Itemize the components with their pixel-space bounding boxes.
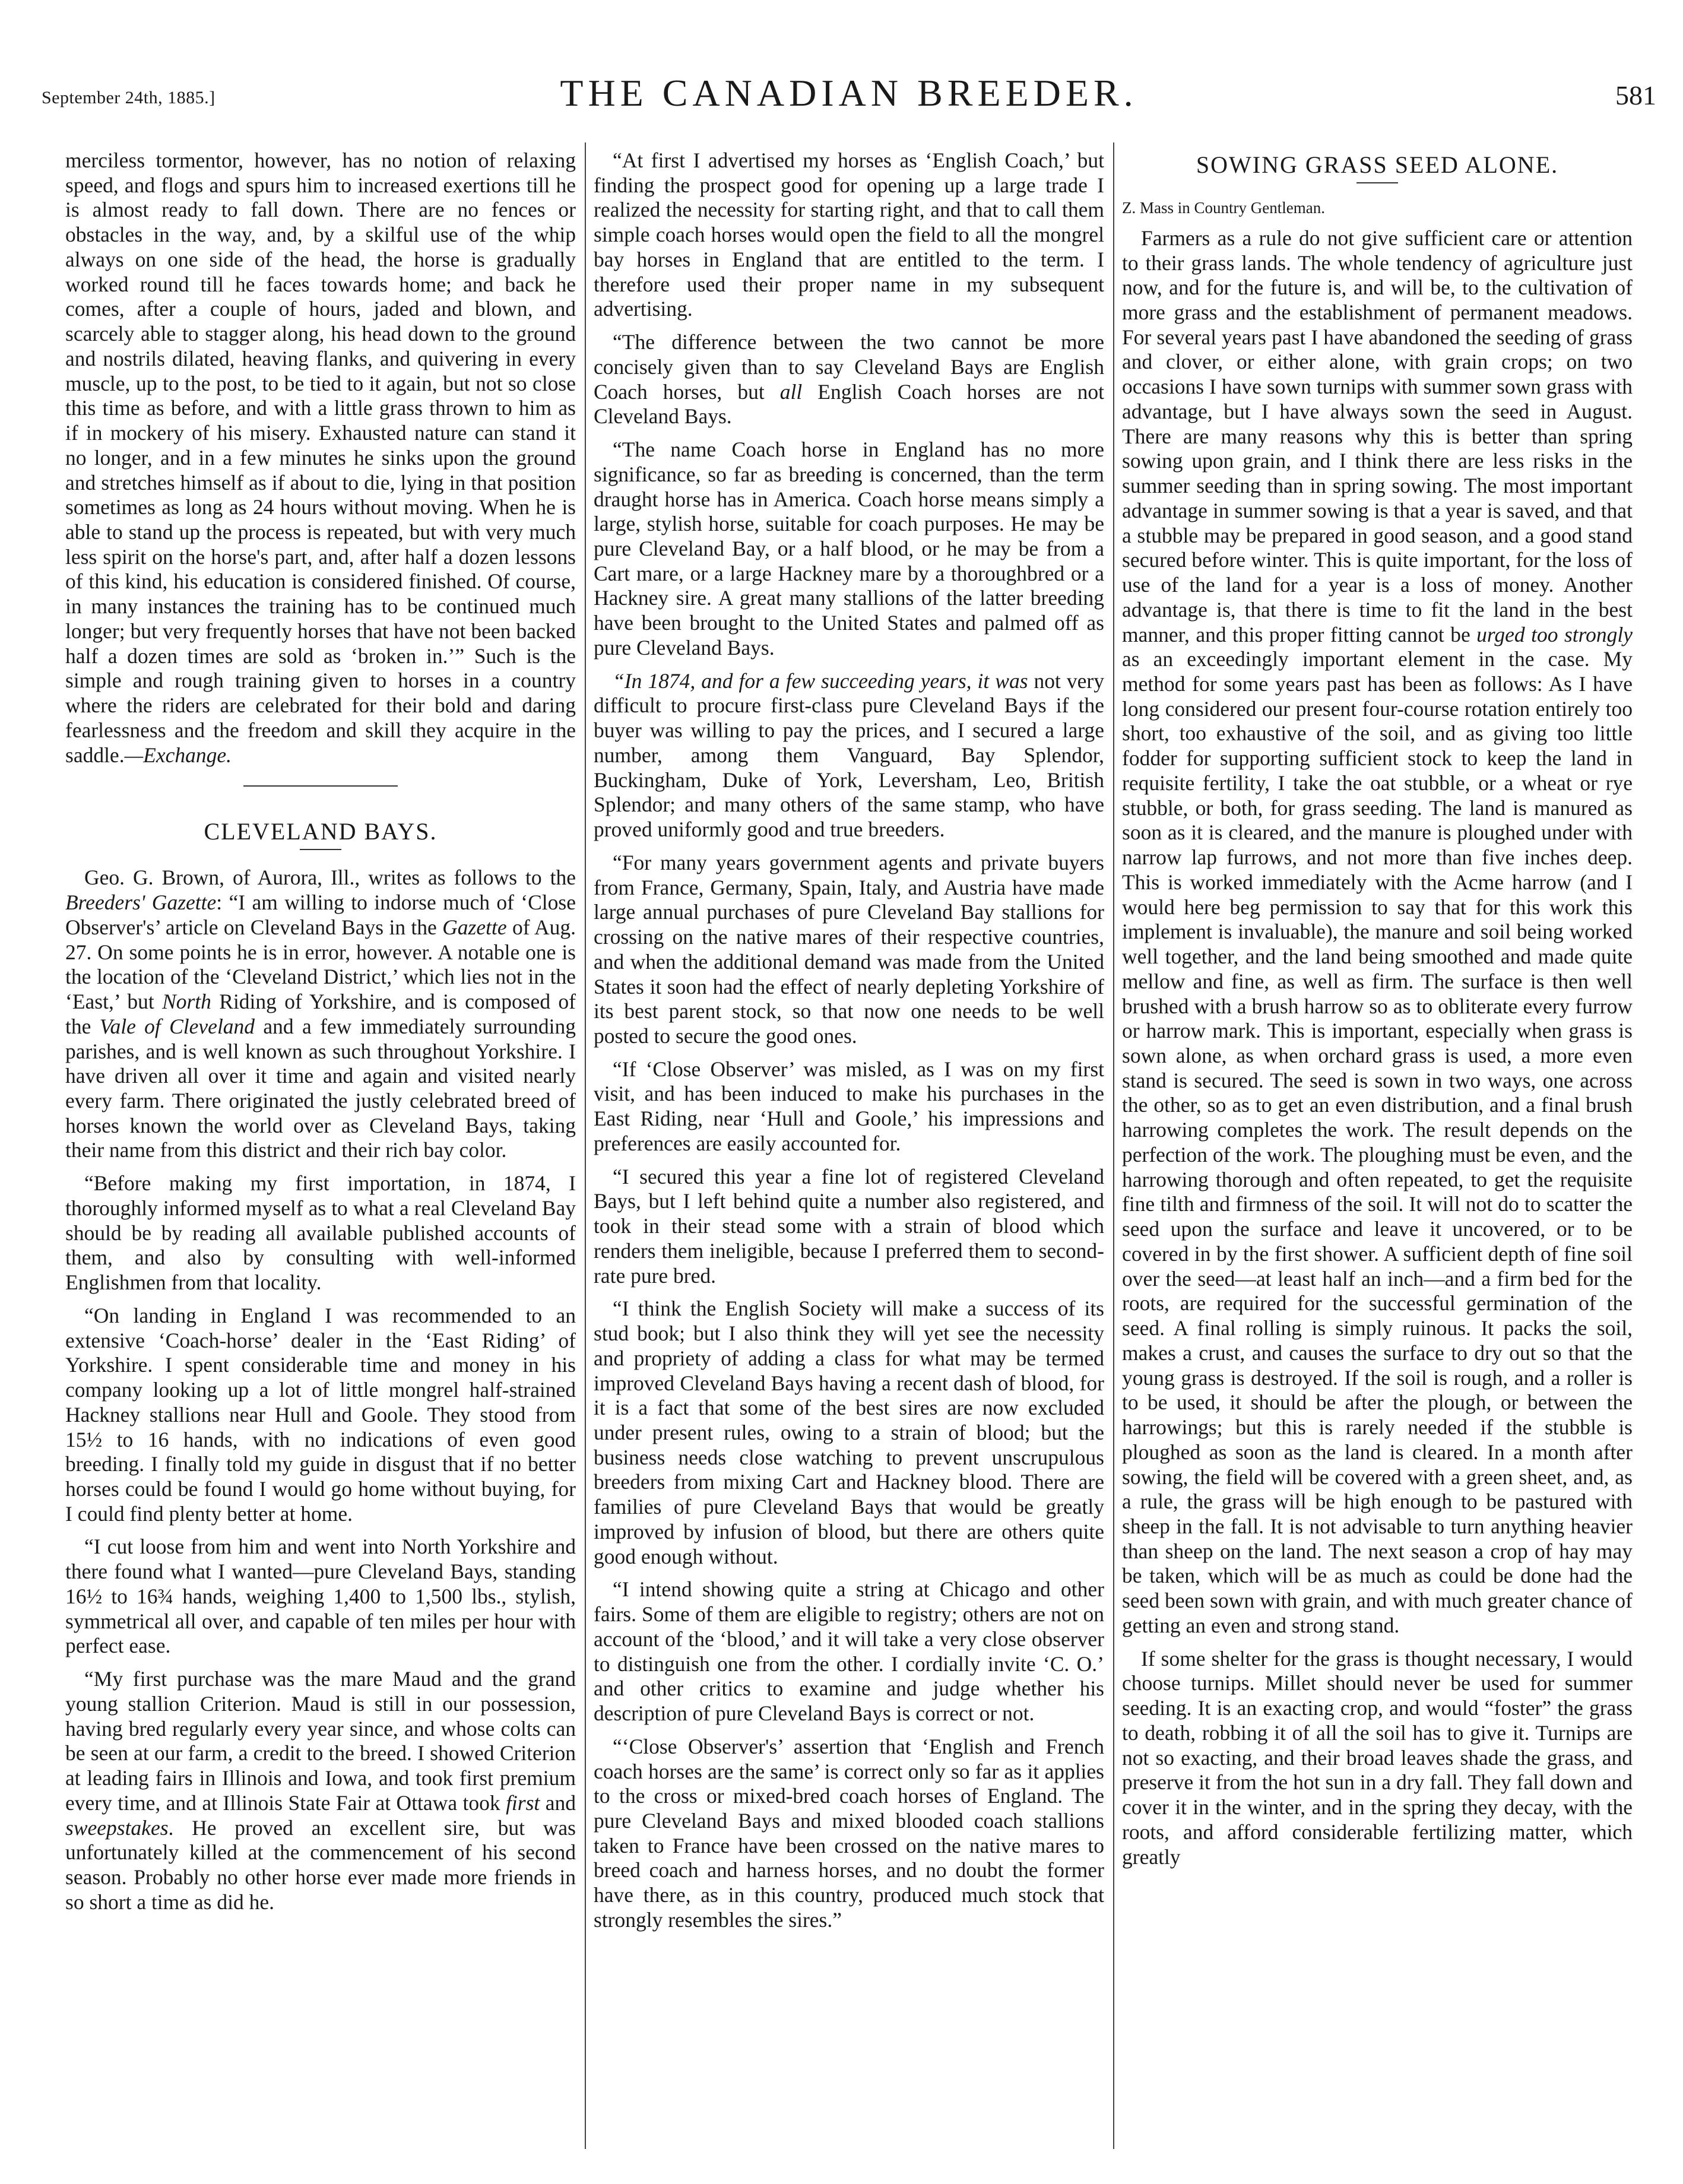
article-source: Z. Mass in Country Gentleman. (1122, 199, 1325, 217)
issue-date: September 24th, 1885.] (42, 88, 215, 107)
paragraph: “My first purchase was the mare Maud and the grand young stallion Criterion. Maud is still in our possession, having bred regularly every year since, and whose colts can be seen at our farm, a credit to the breed. I showed Criterion at leading fairs in Illinois and Iowa, and took first premium every time, and at Illinois State Fair at Ottawa took first and sweepstakes. He proved an excellent sire, but was unfortunately killed at the commencement of his second season. Probably no other horse ever made more friends in so short a time as did he. (65, 1667, 576, 1914)
column-right (1122, 148, 1633, 2155)
paragraph: “I cut loose from him and went into North Yorkshire and there found what I wanted—pure Cleveland Bays, standing 16½ to 16¾ hands, weighing 1,400 to 1,500 lbs., stylish, symmetrical all over, and capable of ten miles per hour with perfect ease. (65, 1535, 576, 1658)
paragraph: “I secured this year a fine lot of registered Cleveland Bays, but I left behind quite a number also registered, and took in their stead some with a strain of blood which renders them ineligible, because I preferred them to second-rate pure bred. (594, 1164, 1104, 1288)
column-divider-2 (1113, 142, 1114, 2149)
paragraph: merciless tormentor, however, has no notion of relaxing speed, and flogs and spurs him to increased exertions till he is almost ready to fall down. There are no fences or obstacles in the way, and, by a skilful use of the whip always on one side of the head, the horse is gradually worked round till he faces towards home; and back he comes, after a couple of hours, jaded and blown, and scarcely able to stagger along, his head down to the ground and nostrils dilated, heaving flanks, and quivering in every muscle, up to the post, to be tied to it again, but not so close this time as before, and with a little grass thrown to him as if in mockery of his misery. Exhausted nature can stand it no longer, and in a few minutes he sinks upon the ground and stretches himself as if about to die, lying in that position sometimes as long as 24 hours without moving. When he is able to stand up the process is repeated, but with very much less spirit on the horse's part, and, after half a dozen lessons of this kind, his education is considered finished. Of course, in many instances the training has to be continued much longer; but very frequently horses that have not been backed half a dozen times are sold as ‘broken in.’” Such is the simple and rough training given to horses in a country where the riders are celebrated for their bold and daring fearlessness and the freedom and skill they acquire in the saddle.—Exchange. (65, 148, 576, 767)
column-left (65, 148, 576, 2155)
paragraph: Geo. G. Brown, of Aurora, Ill., writes as follows to the Breeders' Gazette: “I am willing to indorse much of ‘Close Observer's’ article on Cleveland Bays in the Gazette of Aug. 27. On some points he is in error, however. A notable one is the location of the ‘Cleveland District,’ which lies not in the ‘East,’ but North Riding of Yorkshire, and is composed of the Vale of Cleveland and a few immediately surrounding parishes, and is well known as such throughout Yorkshire. I have driven all over it time and again and visited nearly every farm. There originated the justly celebrated breed of horses known the world over as Cleveland Bays, taking their name from this district and their rich bay color. (65, 866, 576, 1162)
paragraph: “If ‘Close Observer’ was misled, as I was on my first visit, and has been induced to make his purchases in the East Riding, near ‘Hull and Goole,’ his impressions and preferences are easily accounted for. (594, 1057, 1104, 1155)
paragraph: “In 1874, and for a few succeeding years, it was not very difficult to procure first-class pure Cleveland Bays if the buyer was willing to pay the prices, and I secured a large number, among them Vanguard, Bay Splendor, Buckingham, Duke of York, Leversham, Leo, British Splendor; and many others of the same stamp, who have proved uniformly good and true breeders. (594, 668, 1104, 842)
column-middle (594, 148, 1104, 2155)
article-heading-sowing-grass: SOWING GRASS SEED ALONE. (1196, 151, 1559, 178)
paragraph: “I think the English Society will make a success of its stud book; but I also think they will yet see the necessity and propriety of adding a class for what may be termed improved Cleveland Bays having a recent dash of blood, for it is a fact that some of the best sires are now excluded under present rules, owing to a strain of blood; but the business needs close watching to prevent unscrupulous breeders from mixing Cart and Hackney blood. There are families of pure Cleveland Bays that would be greatly improved by infusion of blood, but there are others quite good enough without. (594, 1297, 1104, 1568)
section-separator (243, 785, 398, 787)
paragraph: “At first I advertised my horses as ‘English Coach,’ but finding the prospect good for opening up a large trade I realized the necessity for starting right, and that to call them simple coach horses would open the field to all the mongrel bay horses in England that are entitled to the term. I therefore used their proper name in my subsequent advertising. (594, 148, 1104, 321)
heading-rule (300, 849, 341, 850)
heading-rule (1356, 182, 1398, 183)
page-header (42, 71, 1656, 125)
paragraph: “Before making my first importation, in 1874, I thoroughly informed myself as to what a real Cleveland Bay should be by reading all available published accounts of them, and also by consulting with well-informed Englishmen from that locality. (65, 1171, 576, 1295)
paragraph: “‘Close Observer's’ assertion that ‘English and French coach horses are the same’ is correct only so far as it applies to the cross or mixed-bred coach horses of England. The pure Cleveland Bays and mixed blooded coach stallions taken to France have been crossed on the native mares to breed coach and harness horses, and no doubt the former have there, as in this country, produced much stock that strongly resembles the sires.” (594, 1734, 1104, 1932)
paragraph: “The difference between the two cannot be more concisely given than to say Cleveland Bays are English Coach horses, but all English Coach horses are not Cleveland Bays. (594, 330, 1104, 429)
paragraph: “On landing in England I was recommended to an extensive ‘Coach-horse’ dealer in the ‘East Riding’ of Yorkshire. I spent considerable time and money in his company looking up a lot of little mongrel half-strained Hackney stallions near Hull and Goole. They stood from 15½ to 16 hands, with no indications of even good breeding. I finally told my guide in disgust that if no better horses could be found I would go home without buying, for I could find plenty better at home. (65, 1303, 576, 1526)
newspaper-masthead: THE CANADIAN BREEDER. (560, 72, 1138, 114)
paragraph: Farmers as a rule do not give sufficient care or attention to their grass lands. The whole tendency of agriculture just now, and for the future is, and will be, to the cultivation of more grass and the establishment of permanent meadows. For several years past I have abandoned the seeding of grass and clover, or either alone, with grain crops; on two occasions I have sown turnips with summer sown grass with advantage, but I have always sown the seed in August. There are many reasons why this is better than spring sowing upon grain, and I think there are less risks in the summer seeding than in spring sowing. The most important advantage in summer sowing is that a year is saved, and that a stubble may be prepared in good season, and a good stand secured before winter. This is quite important, for the loss of use of the land for a year is a loss of money. Another advantage is, that there is time to fit the land in the best manner, and this proper fitting cannot be urged too strongly as an exceedingly important element in the case. My method for some years past has been as follows: As I have long considered our present four-course rotation entirely too short, too exhaustive of the soil, and as giving too little fodder for supporting sufficient stock to keep the land in requisite fertility, I take the oat stubble, or a wheat or rye stubble, or both, for grass seeding. The land is manured as soon as it is cleared, and the manure is ploughed under with narrow lap furrows, and not more than five inches deep. This is worked immediately with the Acme harrow (and I would here beg permission to say that for this work this implement is invaluable), the manure and soil being worked well together, and the land being smoothed and made quite mellow and fine, as well as firm. The surface is then well brushed with a brush harrow so as to obliterate every furrow or harrow mark. This is important, especially when grass is sown alone, as when orchard grass is used, a more even stand is secured. The seed is sown in two ways, one across the other, so as to get an even distribution, and a final brush harrowing completes the work. The result depends on the perfection of the work. The ploughing must be even, and the harrowing thorough and often repeated, to get the requisite fine tilth and firmness of the soil. It will not do to scatter the seed upon the surface and leave it uncovered, or to be covered in by the first shower. A sufficient depth of fine soil over the seed—at least half an inch—and a firm bed for the roots, are required for the successful germination of the seed. A final rolling is simply ruinous. It packs the soil, makes a crust, and causes the surface to dry out so that the young grass is destroyed. If the soil is rough, and a roller is to be used, it should be after the plough, or between the harrowings; but this is rarely needed if the stubble is ploughed as soon as the land is cleared. In a month after sowing, the field will be covered with a green sheet, and, as a rule, the grass will be high enough to be pastured with sheep in the fall. It is not advisable to turn anything heavier than sheep on the land. The next season a crop of hay may be taken, which will be as much as could be done had the seed been sown with grain, and with much greater chance of getting an even and strong stand. (1122, 226, 1633, 1637)
paragraph: “I intend showing quite a string at Chicago and other fairs. Some of them are eligible to registry; others are not on account of the ‘blood,’ and it will take a very close observer to distinguish one from the other. I cordially invite ‘C. O.’ and other critics to examine and judge whether his description of pure Cleveland Bays is correct or not. (594, 1577, 1104, 1726)
article-heading-cleveland-bays: CLEVELAND BAYS. (204, 818, 438, 845)
column-divider-1 (585, 142, 586, 2149)
paragraph: If some shelter for the grass is thought necessary, I would choose turnips. Millet should never be used for summer seeding. It is an exacting crop, and would “foster” the grass to death, robbing it of all the soil has to give it. Turnips are not so exacting, and their broad leaves shade the grass, and preserve it from the hot sun in a dry fall. They fall down and cover it in the winter, and in the spring they decay, with the roots, and afford considerable fertilizing matter, which greatly (1122, 1646, 1633, 1869)
paragraph: “For many years government agents and private buyers from France, Germany, Spain, Italy, and Austria have made large annual purchases of pure Cleveland Bay stallions for crossing on the native mares of their respective countries, and when the additional demand was made from the United States it soon had the effect of nearly depleting Yorkshire of its best parent stock, so that now one needs to be well posted to secure the good ones. (594, 850, 1104, 1048)
paragraph: “The name Coach horse in England has no more significance, so far as breeding is concerned, than the term draught horse has in America. Coach horse means simply a large, stylish horse, suitable for coach purposes. He may be pure Cleveland Bay, or a half blood, or he may be from a Cart mare, or a large Hackney mare by a thoroughbred or a Hackney sire. A great many stallions of the latter breeding have been brought to the United States and palmed off as pure Cleveland Bays. (594, 438, 1104, 660)
page-number: 581 (1615, 80, 1656, 110)
